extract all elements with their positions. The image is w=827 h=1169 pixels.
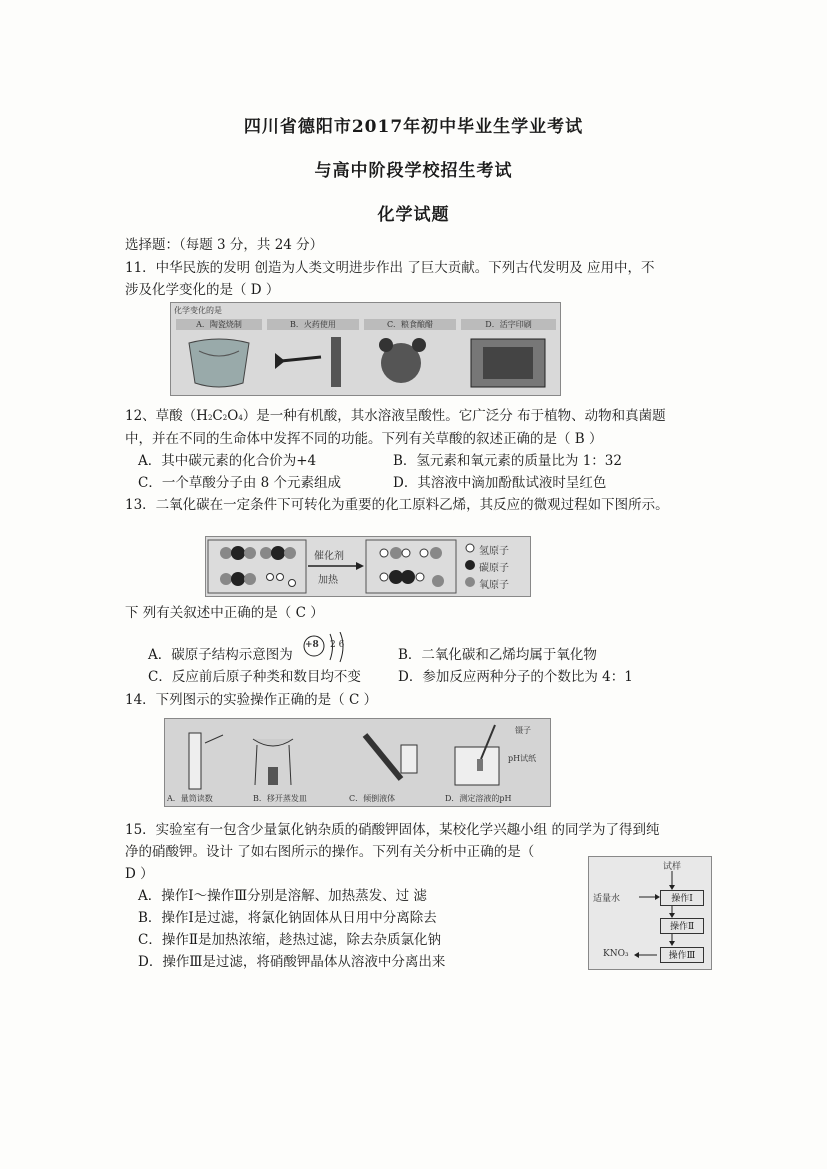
q15-line-2: 净的硝酸钾。设计 了如右图所示的操作。下列有关分析中正确的是（: [125, 844, 535, 860]
title-line-2: 与高中阶段学校招生考试: [314, 161, 513, 181]
q11-pictures: [171, 331, 560, 395]
q12-option-d: D．其溶液中滴加酚酞试液时呈红色: [393, 475, 607, 491]
q14-figure: [164, 718, 551, 807]
graduated-cylinder-icon: [189, 733, 223, 789]
q13-legend-o: 氧原子: [479, 580, 509, 591]
q11-figure-header: 化学变化的是: [174, 306, 222, 315]
q13-catalyst: 催化剂: [314, 551, 344, 562]
title-line-1: 四川省德阳市2017年初中毕业生学业考试: [243, 117, 584, 137]
q12-option-b: B．氢元素和氧元素的质量比为 1：32: [393, 453, 622, 469]
title-line-3: 化学试题: [377, 205, 450, 225]
q13-option-a: A．碳原子结构示意图为: [148, 647, 293, 663]
flow-op3: 操作Ⅲ: [660, 947, 704, 963]
q13-figure: [205, 536, 531, 597]
ph-beaker-icon: [455, 725, 499, 785]
q11-line-1: 11．中华民族的发明 创造为人类文明进步作出 了巨大贡献。下列古代发明及 应用中，不: [125, 260, 655, 276]
movable-type-icon: [471, 339, 545, 387]
q15-line-1: 15．实验室有一包含少量氯化钠杂质的硝酸钾固体，某校化学兴趣小组 的同学为了得到纯: [125, 822, 660, 838]
q11-figure: [170, 302, 561, 396]
flow-sample: 试样: [663, 862, 682, 872]
q11-label-d: D．活字印刷: [461, 319, 556, 330]
q12-option-a: A．其中碳元素的化合价为+4: [138, 453, 317, 469]
q13-option-b: B．二氧化碳和乙烯均属于氧化物: [398, 647, 597, 663]
gunpowder-rocket-icon: [275, 337, 341, 387]
q15-option-b: B．操作Ⅰ是过滤，将氯化钠固体从日用中分离除去: [138, 910, 437, 926]
q13-line-2: 下 列有关叙述中正确的是（ C ）: [125, 605, 324, 621]
q15-option-a: A．操作Ⅰ～操作Ⅲ分别是溶解、加热蒸发、过 滤: [138, 888, 427, 904]
q11-label-c: C．粮食酿醋: [364, 319, 456, 330]
q14-label-c: C．倾倒液体: [349, 794, 396, 803]
q13-option-c: C．反应前后原子种类和数目均不变: [148, 669, 361, 685]
q14-tag-ph-paper: pH试纸: [508, 754, 537, 763]
q14-label-b: B．移开蒸发皿: [253, 794, 307, 803]
q13-legend-c: 碳原子: [479, 563, 509, 574]
flow-op1: 操作Ⅰ: [660, 890, 704, 906]
q14-tag-tweezers: 镊子: [515, 726, 531, 735]
q13-heat: 加热: [318, 575, 338, 586]
q15-flowchart: [588, 856, 712, 970]
vinegar-brewing-icon: [379, 338, 426, 383]
evaporating-dish-icon: [253, 739, 293, 785]
q11-label-b: B．火药使用: [267, 319, 359, 330]
q13-line-1: 13．二氧化碳在一定条件下可转化为重要的化工原料乙烯，其反应的微观过程如下图所示。: [125, 497, 669, 513]
q15-option-d: D．操作Ⅲ是过滤，将硝酸钾晶体从溶液中分离出来: [138, 954, 446, 970]
porcelain-bowl-icon: [189, 339, 249, 387]
flow-product: KNO₃: [603, 949, 629, 959]
q13-option-d: D．参加反应两种分子的个数比为 4：1: [398, 669, 633, 685]
q11-line-2: 涉及化学变化的是（ D ）: [125, 282, 280, 298]
q15-line-3: D ）: [125, 866, 154, 882]
q12-line-1: 12、草酸（H2C2O4）是一种有机酸，其水溶液呈酸性。它广泛分 布于植物、动物和真菌题: [125, 408, 666, 424]
q12-line-2: 中，并在不同的生命体中发挥不同的功能。下列有关草酸的叙述正确的是（ B ）: [125, 431, 603, 447]
carbon-atom-diagram: [302, 632, 352, 664]
atom-shell: 2 6: [330, 640, 345, 650]
q13-legend-h: 氢原子: [479, 546, 509, 557]
q12-option-c: C．一个草酸分子由 8 个元素组成: [138, 475, 342, 491]
atom-nucleus: +8: [305, 640, 319, 650]
q14-label-a: A．量筒读数: [167, 794, 213, 803]
q14-label-d: D．测定溶液的pH: [445, 794, 512, 803]
section-heading: 选择题：（每题 3 分，共 24 分）: [125, 237, 324, 253]
flow-water: 适量水: [593, 894, 621, 904]
test-tube-icon: [365, 735, 417, 779]
flow-op2: 操作Ⅱ: [660, 918, 704, 934]
q14-line-1: 14．下列图示的实验操作正确的是（ C ）: [125, 692, 378, 708]
q11-label-a: A．陶瓷烧制: [176, 319, 262, 330]
q15-option-c: C．操作Ⅱ是加热浓缩，趁热过滤，除去杂质氯化钠: [138, 932, 442, 948]
